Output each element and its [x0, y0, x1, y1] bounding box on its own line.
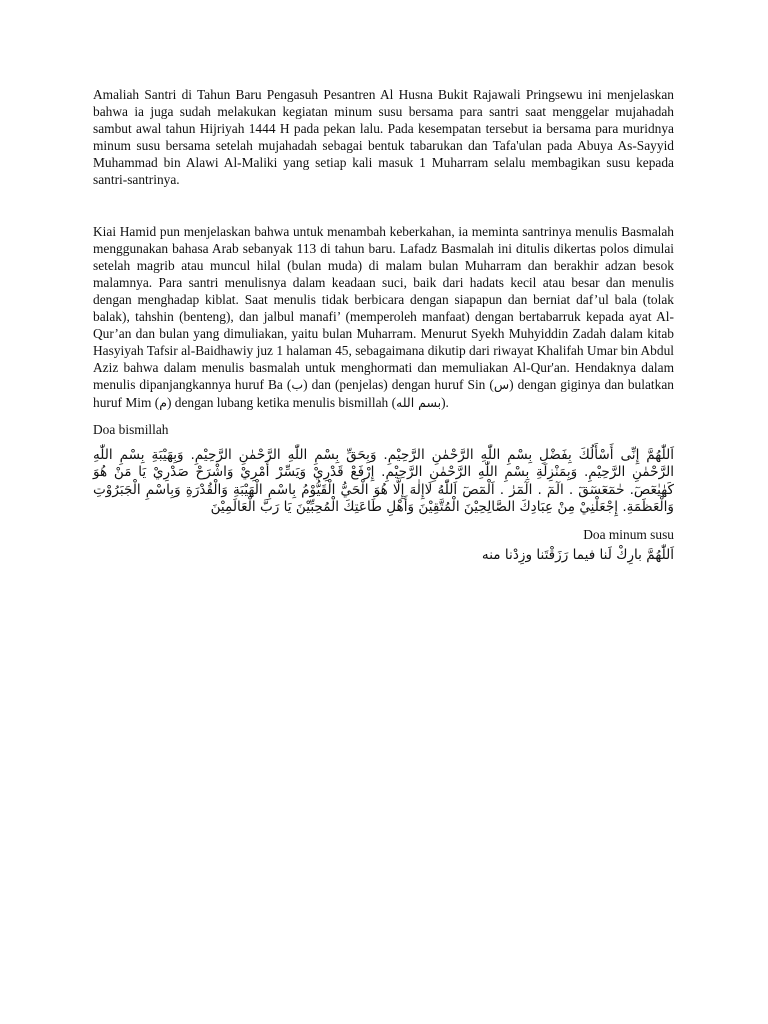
label-doa-minum-susu: Doa minum susu: [583, 527, 674, 543]
text-end: ).: [441, 394, 449, 410]
text-after-mim: ) dengan lubang ketika menulis bismillah (: [166, 394, 397, 410]
text-mim-intro: ) dengan giginya dan bulatkan huruf Mim (: [93, 377, 674, 410]
document-page: [93, 86, 674, 564]
doa-minum-susu-arabic: اَللّٰهُمَّ بارِكْ لَنا فيما رَزَقْتَنا وزِدْنا منه: [481, 547, 674, 564]
paragraph-kiai-hamid: [93, 223, 674, 411]
letter-mim: م: [159, 394, 167, 410]
word-bismillah: بسم الله: [396, 394, 442, 410]
doa-bismillah-arabic: اَللّٰهُمَّ إِنِّى أَسْأَلُكَ بِفَضْلِ بِسْمِ اللّٰهِ الرَّحْمٰنِ الرَّحِيْمِ. وَبِحَقِّ بِسْمِ اللّٰهِ الرَّحْمٰنِ الرَّحِيْمِ. وَبِهَيْبَةِ بِسْمِ اللّٰهِ الرَّحْمٰنِ الرَّحِيْمِ. وَبِمَنْزِلَةِ بِسْمِ اللّٰهِ الرَّحْمٰنِ الرَّحِيْمِ. إِرْفَعْ قَدْرِيْ وَيَسِّرْ أَمْرِيْ وَاشْرَحْ صَدْرِيْ يَا مَنْ هُوَ كَهٰيٰعٓصٓ. حٰمٓعٓسٓقٓ . الٓمٓ . الٓمٓرٰ . اَلْمٓصٓ اَللّٰهُ لَاإِلٰهَ إِلَّا هُوَ الْحَيُّ الْقَيُّوْمُ بِاسْمِ الْهَيْبَةِ وَالْقُدْرَةِ وَبِاسْمِ الْجَبَرُوْتِ وَالْعَظَمَةِ. إِجْعَلْنِيْ مِنْ عِبَادِكَ الصَّالِحِيْنَ الْمُتَّقِيْنَ وَأَهْلِ طَاعَتِكَ الْمُحِبِّيْنَ يَا رَبَّ الْعَالَمِيْنَ: [93, 446, 674, 516]
letter-sin: س: [493, 377, 510, 393]
paragraph-amaliah-santri: Amaliah Santri di Tahun Baru Pengasuh Pesantren Al Husna Bukit Rajawali Pringsewu ini menjelaskan bahwa ia juga sudah melakukan kegiatan minum susu bersama para santri saat menggelar mujahadah sambut awal tahun Hijriyah 1444 H pada pekan lalu. Pada kesempatan tersebut ia bersama para muridnya minum susu bersama setelah mujahadah sebagai bentuk tabarukan dan Tafa'ulan pada Abuya As-Sayyid Muhammad bin Alawi Al-Maliki yang setiap kali masuk 1 Muharram selalu membagikan susu kepada santri-santrinya.: [93, 87, 674, 188]
label-doa-bismillah: Doa bismillah: [93, 421, 169, 437]
paragraph-kiai-hamid-text: Kiai Hamid pun menjelaskan bahwa untuk menambah keberkahan, ia meminta santrinya menulis Basmalah menggunakan bahasa Arab sebanyak 113 di tahun baru. Lafadz Basmalah ini ditulis dikertas polos dimulai setelah magrib atau muncul hilal (bulan muda) di malam bulan Muharram dan berakhir adzan besok malamnya. Para santri menulisnya dalam keadaan suci, baik dari hadats kecil atau besar dan menulis dengan menghadap kiblat. Saat menulis tidak berbicara dengan siapapun dan berniat daf’ul bala (tolak balak), tahshin (benteng), dan jalbul manafi’ (memperoleh manfaat) dengan bertabarruk kepada ayat Al-Qur’an dan bulan yang dimuliakan, yaitu bulan Muharram. Menurut Syekh Muhyiddin Zadah dalam kitab Hasyiyah Tafsir al-Baidhawiy juz 1 halaman 45, sebagaimana dikutip dari riwayat Khalifah Umar bin Abdul Aziz bahwa dalam menulis basmalah untuk menghormati dan memuliakan Al-Qur'an. Hendaknya dalam menulis dipanjangkannya huruf Ba (: [93, 223, 674, 393]
text-sin-intro: ) dan (penjelas) dengan huruf Sin (: [303, 377, 494, 393]
letter-ba: ب: [291, 377, 304, 393]
